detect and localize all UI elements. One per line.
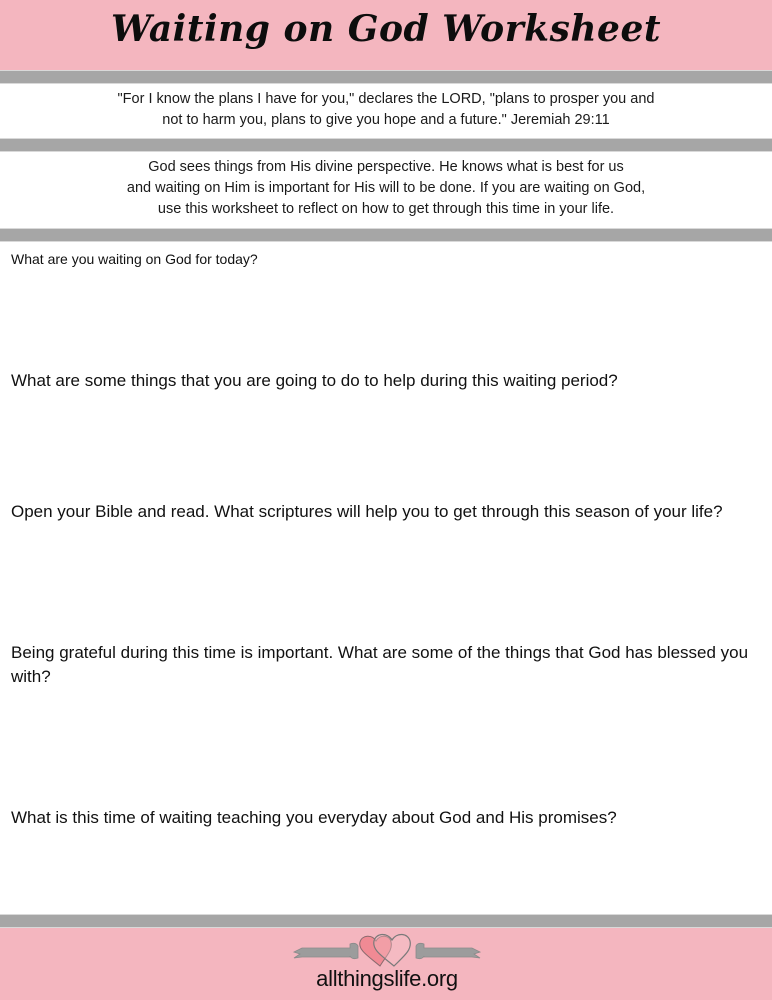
divider-bar [0, 70, 772, 84]
intro-line: and waiting on Him is important for His will to be done. If you are waiting on God, [126, 180, 646, 196]
verse-line: not to harm you, plans to give you hope and a future." Jeremiah 29:11 [162, 112, 610, 128]
two-hearts-banner-icon [292, 932, 482, 968]
question-4: Being grateful during this time is important. What are some of the things that God has blessed you with? [11, 643, 749, 686]
intro-line: God sees things from His divine perspective. He knows what is best for us [148, 159, 624, 175]
site-url: allthingslife.org [316, 966, 458, 991]
divider-bar [0, 138, 772, 152]
header-band [0, 0, 772, 70]
page-title: Waiting on God Worksheet [111, 8, 661, 50]
divider-bar [0, 228, 772, 242]
intro-paragraph [0, 157, 772, 220]
intro-line: use this worksheet to reflect on how to get through this time in your life. [157, 201, 615, 217]
question-1: What are you waiting on God for today? [11, 251, 258, 267]
question-3: Open your Bible and read. What scriptures will help you to get through this season of your life? [11, 502, 723, 521]
question-5: What is this time of waiting teaching you everyday about God and His promises? [11, 808, 617, 827]
site-logo [292, 932, 482, 996]
scripture-verse [0, 89, 772, 131]
verse-line: "For I know the plans I have for you," declares the LORD, "plans to prosper you and [117, 91, 655, 107]
divider-bar [0, 914, 772, 928]
question-2: What are some things that you are going to do to help during this waiting period? [11, 371, 618, 390]
